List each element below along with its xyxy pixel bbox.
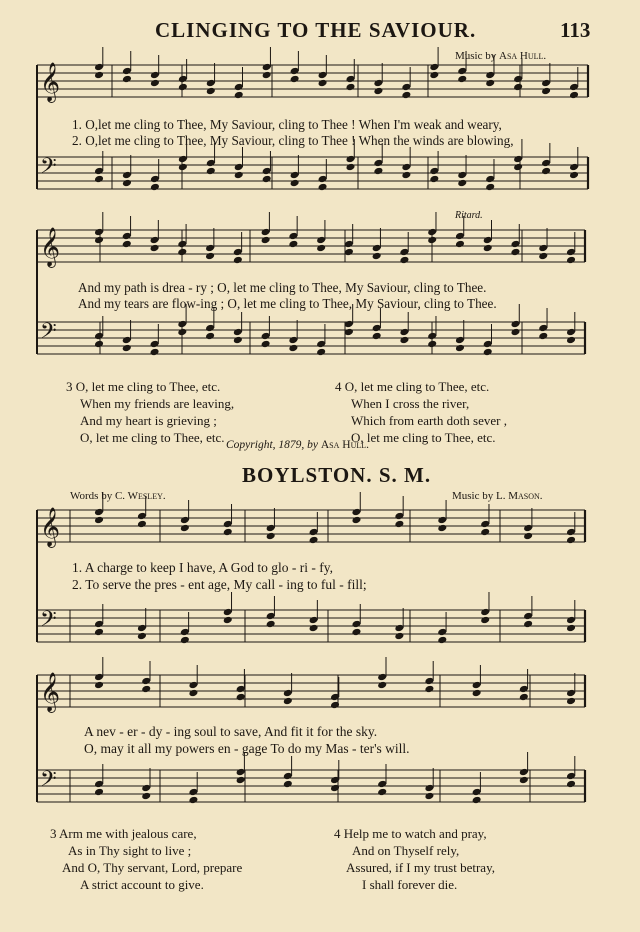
h1-s2-treble-note [233,256,243,265]
hymn2-stanza3-line1: 3 Arm me with jealous care, [50,826,197,841]
h1-s2-treble-note [94,236,104,245]
h1-s2-bass-note [566,336,576,345]
h2-s1-treble-note [266,532,276,541]
h2-s2-treble-note [424,685,434,694]
h1-s2-bass-note [538,332,548,341]
page-number: 113 [560,18,591,42]
h1-s1-treble-note [290,75,300,84]
h1-s1-treble-note [122,75,132,84]
h1-s2-treble-note [316,244,326,253]
h1-s1-bass-note [569,171,579,180]
hymn1-stanza4-line1: 4 O, let me cling to Thee, etc. [335,379,490,394]
h1-s2-bass-note [150,348,160,357]
h2-s2-bass-note [283,780,293,789]
hymn1-stanza3-line4: O, let me cling to Thee, etc. [80,430,225,445]
h1-s1-bass-note [457,179,467,188]
h1-s1-bass-note [345,163,355,172]
copyright-name: Asa Hull. [320,439,370,451]
h1-s2-treble-note [261,236,271,245]
h2-s2-treble-clef-icon: 𝄞 [40,672,61,712]
hymn1-stanza3-line2: When my friends are leaving, [80,396,235,411]
h1-s1-bass-note [262,175,272,184]
h1-s2-bass-note [372,332,382,341]
h1-s1-treble-note [234,91,244,100]
h2-s2-bass-note [472,796,482,805]
hymn2-words-credit [70,490,166,502]
h1-s2-bass-note [233,336,243,345]
h1-s2-bass-note [261,340,271,349]
h2-s1-bass-note [137,632,147,641]
h1-s1-bass-note [401,171,411,180]
hymn2-stanza4-line1: 4 Help me to watch and pray, [334,826,487,841]
hymn2-stanza4-line2: And on Thyself rely, [352,843,460,858]
hymn2-music-credit-name: L. Mason. [496,490,543,502]
hymn2-line1-verse1: 1. A charge to keep I have, A God to glo - ri - fy, [72,560,333,575]
hymn2-stanza3 [50,825,242,893]
copyright-by: by [307,439,318,451]
h1-s1-treble-note [457,75,467,84]
h1-s2-treble-note [483,244,493,253]
hymn1-stanza4-line3: Which from earth doth sever , [351,413,507,428]
hymn1-copyright [226,439,369,451]
h1-s2-bass-note [483,348,493,357]
h2-s1-treble-note [523,532,533,541]
h1-s2-treble-note [538,252,548,261]
hymn2-words-credit-name: C. Wesley. [114,490,166,502]
h2-s2-bass-note [424,792,434,801]
h2-s1-bass-note [266,620,276,629]
h2-s1-bass-note [566,624,576,633]
hymn2-line2-verse2: O, may it all my powers en - gage To do my Mas - ter's will. [84,741,410,756]
h2-s1-bass-clef-icon: 𝄢 [40,607,57,637]
h1-s2-bass-note [94,340,104,349]
h1-s2-treble-note [566,256,576,265]
h2-s1-bass-note [394,632,404,641]
h1-s1-treble-note [206,87,216,96]
h1-s1-bass-clef-icon: 𝄢 [40,154,57,184]
h1-s2-treble-note [150,244,160,253]
hymn1-ritard: Ritard. [455,210,483,221]
h1-s1-treble-note [178,83,188,92]
h1-s1-bass-note [94,175,104,184]
h2-s2-treble-note [141,685,151,694]
h1-s1-treble-note [401,91,411,100]
h2-s1-bass-note [180,636,190,645]
h2-s2-treble-note [377,681,387,690]
h2-s1-bass-note [480,616,490,625]
h1-s2-treble-note [455,240,465,249]
h1-s2-treble-note [427,236,437,245]
h2-s2-bass-note [141,792,151,801]
hymn1-music-credit-prefix: Music by [455,50,497,62]
h2-s2-treble-note [519,693,529,702]
h2-s1-bass-note [437,636,447,645]
h1-s1-bass-note [513,163,523,172]
h2-s1-bass-note [94,628,104,637]
h1-s2-treble-note [177,248,187,257]
h2-s2-bass-note [566,780,576,789]
h1-s1-bass-note [290,179,300,188]
h2-s1-treble-note [180,524,190,533]
h2-s1-bass-note [351,628,361,637]
hymn1-line1-verse1: 1. O,let me cling to Thee, My Saviour, cling to Thee ! When I'm weak and weary, [72,117,502,132]
h1-s1-treble-note [345,83,355,92]
copyright-prefix: Copyright, [226,439,276,451]
h1-s1-treble-note [150,79,160,88]
h1-s2-bass-note [177,328,187,337]
h1-s1-bass-note [485,183,495,192]
h2-s2-treble-note [188,689,198,698]
h2-s2-bass-note [94,788,104,797]
h1-s1-bass-note [122,179,132,188]
h1-s1-bass-note [234,171,244,180]
hymn2-line2-verse1: A nev - er - dy - ing soul to save, And fit it for the sky. [84,724,378,739]
h1-s1-bass-note [206,167,216,176]
hymn1-music-credit-name: Asa Hull. [499,50,547,62]
h2-s2-treble-note [236,693,246,702]
h2-s2-bass-note [236,776,246,785]
h1-s2-treble-note [205,252,215,261]
h1-s2-bass-note [455,344,465,353]
hymn1-stanza3-line3: And my heart is grieving ; [80,413,217,428]
h1-s1-treble-clef-icon: 𝄞 [40,62,61,102]
hymn1-stanza4-line4: O, let me cling to Thee, etc. [351,430,496,445]
h1-s2-bass-note [122,344,132,353]
hymn1-title: CLINGING TO THE SAVIOUR. [155,18,477,42]
h2-s1-treble-note [480,528,490,537]
h1-s2-bass-note [427,340,437,349]
hymn1-line2-verse1: And my path is drea - ry ; O, let me cling to Thee, My Saviour, cling to Thee. [78,280,487,295]
h2-s2-treble-note [94,681,104,690]
h1-s1-treble-note [513,83,523,92]
hymn2-stanza4 [334,825,495,893]
h1-s1-bass-note [373,167,383,176]
h1-s1-treble-note [429,71,439,80]
h1-s2-bass-note [510,328,520,337]
h2-s1-treble-note [566,536,576,545]
hymn2-line1-verse2: 2. To serve the pres - ent age, My call - ing to ful - fill; [72,577,367,592]
h2-s1-bass-note [223,616,233,625]
h1-s2-treble-clef-icon: 𝄞 [40,227,61,267]
h1-s1-bass-note [429,175,439,184]
h1-s1-treble-note [569,91,579,100]
hymn1-music-credit [455,50,546,62]
h1-s1-treble-note [318,79,328,88]
h2-s1-treble-note [351,516,361,525]
hymn1-stanza4 [335,378,507,446]
hymn2-stanza3-line2: As in Thy sight to live ; [68,843,192,858]
hymn1-stanza3 [66,378,234,446]
h1-s2-treble-note [122,240,132,249]
h1-s2-treble-note [399,256,409,265]
h1-s2-treble-note [510,248,520,257]
h1-s2-bass-clef-icon: 𝄢 [40,319,57,349]
h2-s1-treble-note [394,520,404,529]
hymn2-stanza3-line3: And O, Thy servant, Lord, prepare [62,860,243,875]
h1-s2-treble-note [372,252,382,261]
h2-s1-treble-note [137,520,147,529]
hymn1-line2-verse2: And my tears are flow-ing ; O, let me cling to Thee, My Saviour, cling to Thee. [78,296,497,311]
h1-s1-bass-note [150,183,160,192]
hymn1-stanza4-line2: When I cross the river, [351,396,470,411]
h2-s1-treble-note [437,524,447,533]
h1-s2-bass-note [316,348,326,357]
h2-s2-bass-note [188,796,198,805]
h1-s2-treble-note [288,240,298,249]
hymn1-stanza3-line1: 3 O, let me cling to Thee, etc. [66,379,221,394]
h2-s1-bass-note [309,624,319,633]
copyright-year: 1879, [278,439,305,451]
h1-s2-bass-note [205,332,215,341]
h1-s2-bass-note [288,344,298,353]
h1-s1-treble-note [485,79,495,88]
hymn2-title: BOYLSTON. S. M. [242,463,432,487]
h2-s1-treble-note [309,536,319,545]
h2-s2-bass-clef-icon: 𝄢 [40,767,57,797]
hymn2-music-credit [452,490,543,502]
hymn2-stanza3-line4: A strict account to give. [80,877,204,892]
hymn2-music-credit-prefix: Music by [452,490,494,502]
h2-s1-treble-note [94,516,104,525]
h2-s2-treble-note [566,697,576,706]
hymn2-stanza4-line3: Assured, if I my trust betray, [346,860,495,875]
h1-s2-bass-note [399,336,409,345]
h1-s1-treble-note [541,87,551,96]
h1-s1-bass-note [318,183,328,192]
h2-s2-bass-note [377,788,387,797]
hymn2-stanza4-line4: I shall forever die. [362,877,458,892]
h2-s1-bass-note [523,620,533,629]
h1-s1-treble-note [373,87,383,96]
h2-s2-treble-note [472,689,482,698]
h1-s1-treble-note [262,71,272,80]
h2-s1-treble-clef-icon: 𝄞 [40,507,61,547]
h1-s1-treble-note [94,71,104,80]
hymn1-line1-verse2: 2. O,let me cling to Thee, My Saviour, cling to Thee ! When the winds are blowing, [72,133,514,148]
h1-s1-bass-note [178,163,188,172]
hymn2-words-credit-prefix: Words by [70,490,113,502]
h1-s1-bass-note [541,167,551,176]
h2-s2-bass-note [519,776,529,785]
h2-s2-treble-note [283,697,293,706]
h2-s1-treble-note [223,528,233,537]
